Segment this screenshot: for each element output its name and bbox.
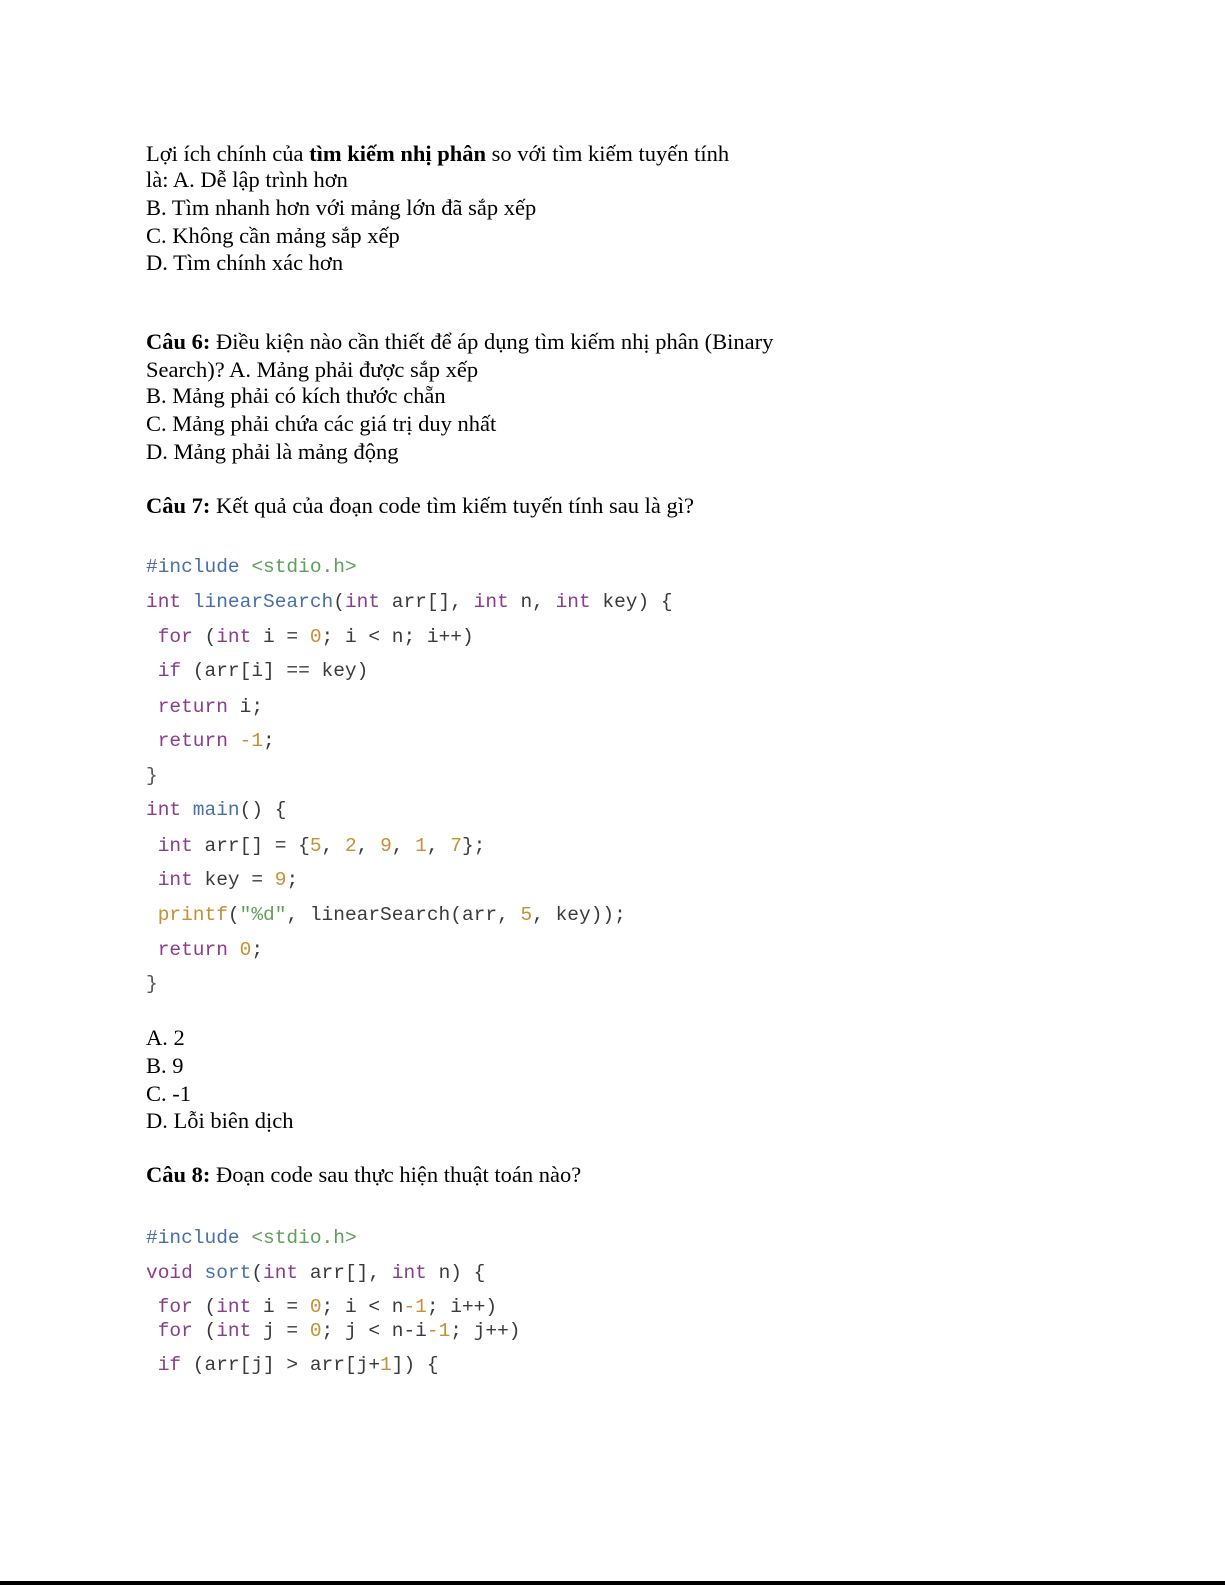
code-line: int key = 9; xyxy=(146,869,299,891)
code-line: if (arr[i] == key) xyxy=(146,660,369,682)
question-label: Câu 6: xyxy=(146,329,211,354)
code-line: for (int i = 0; i < n-1; i++) xyxy=(146,1296,498,1318)
question-7-text xyxy=(146,492,694,520)
option-b: B. Mảng phải có kích thước chẵn xyxy=(146,383,446,408)
option-b: B. Tìm nhanh hơn với mảng lớn đã sắp xếp xyxy=(146,195,537,220)
question-bold-term: tìm kiếm nhị phân xyxy=(309,141,487,166)
option-a: A. 2 xyxy=(146,1025,185,1050)
code-line: return -1; xyxy=(146,730,275,752)
code-line: return i; xyxy=(146,696,264,718)
code-line: for (int i = 0; i < n; i++) xyxy=(146,626,474,648)
question-intro-text xyxy=(146,140,729,168)
question-6-line2: Search)? A. Mảng phải được sắp xếp xyxy=(146,357,479,382)
question-text: Lợi ích chính của xyxy=(146,141,310,166)
code-line: int linearSearch(int arr[], int n, int key) { xyxy=(146,591,673,613)
code-line: } xyxy=(146,973,158,995)
option-d: D. Lỗi biên dịch xyxy=(146,1108,294,1133)
option-b: B. 9 xyxy=(146,1053,184,1078)
option-d: D. Tìm chính xác hơn xyxy=(146,250,344,275)
question-6-text xyxy=(146,328,773,356)
question-text: Điều kiện nào cần thiết để áp dụng tìm kiếm nhị phân (Binary xyxy=(210,329,774,354)
option-c: C. Không cần mảng sắp xếp xyxy=(146,223,400,248)
code-line: #include <stdio.h> xyxy=(146,1227,357,1249)
question-8-text xyxy=(146,1161,581,1189)
question-text: Kết quả của đoạn code tìm kiếm tuyến tính sau là gì? xyxy=(210,493,694,518)
code-line: if (arr[j] > arr[j+1]) { xyxy=(146,1354,439,1376)
option-c: C. -1 xyxy=(146,1081,191,1106)
code-line: for (int j = 0; j < n-i-1; j++) xyxy=(146,1320,521,1342)
code-line: printf("%d", linearSearch(arr, 5, key)); xyxy=(146,904,626,926)
option-c: C. Mảng phải chứa các giá trị duy nhất xyxy=(146,411,497,436)
code-line: } xyxy=(146,765,158,787)
question-label: Câu 8: xyxy=(146,1162,211,1187)
question-intro-line2: là: A. Dễ lập trình hơn xyxy=(146,167,348,192)
code-line: #include <stdio.h> xyxy=(146,556,357,578)
code-line: return 0; xyxy=(146,939,264,961)
code-line: int arr[] = {5, 2, 9, 1, 7}; xyxy=(146,835,486,857)
option-d: D. Mảng phải là mảng động xyxy=(146,439,399,464)
code-line: int main() { xyxy=(146,799,287,821)
question-label: Câu 7: xyxy=(146,493,211,518)
question-text: so với tìm kiếm tuyến tính xyxy=(486,141,730,166)
code-line: void sort(int arr[], int n) { xyxy=(146,1262,486,1284)
question-text: Đoạn code sau thực hiện thuật toán nào? xyxy=(210,1162,582,1187)
page-bottom-border xyxy=(0,1581,1225,1585)
